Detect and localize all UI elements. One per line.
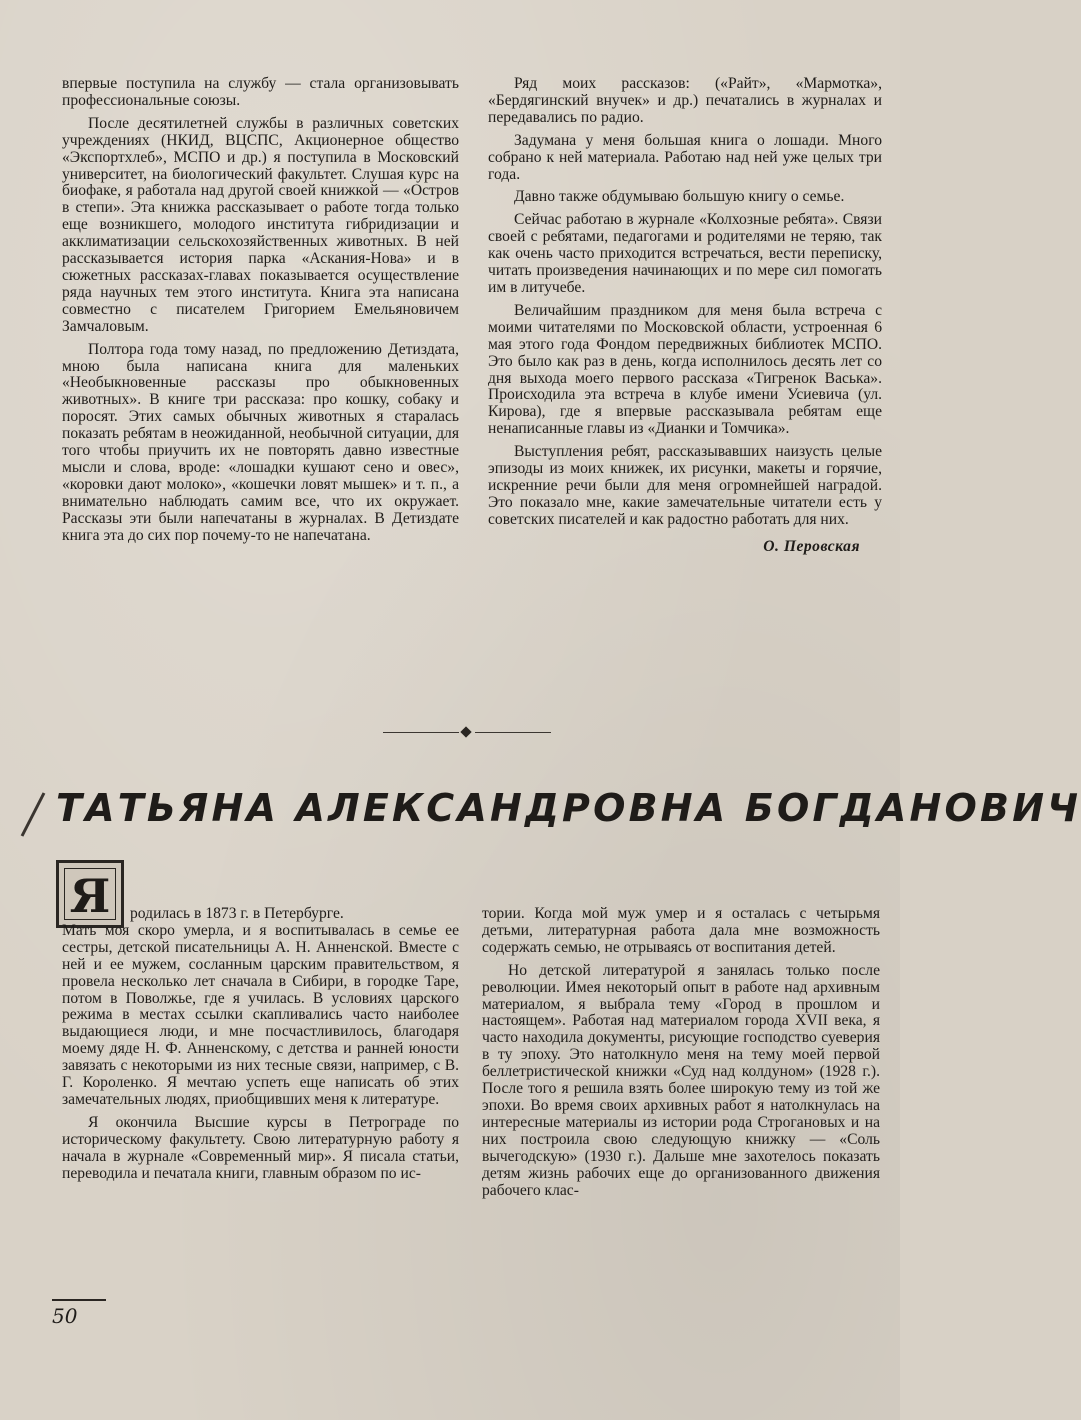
diamond-ornament-icon xyxy=(460,726,471,737)
slash-mark-icon xyxy=(14,790,48,838)
section-title: ТАТЬЯНА АЛЕКСАНДРОВНА БОГДАНОВИЧ xyxy=(56,786,1081,830)
section-divider xyxy=(383,727,551,739)
paragraph: Выступления ребят, рассказывавших наизусть целые эпизоды из моих книжек, их рисунки, макеты и горячие, искренние речи были для меня огромнейшей наградой. Это показало мне, какие замечательные читатели есть у советских писателей и как радостно работать для них. xyxy=(488,443,882,528)
paragraph: Величайшим праздником для меня была встреча с моими читателями по Московской области, устроенная 6 мая этого года Фондом передвижных библиотек МСПО. Это было как раз в день, когда исполнилось десять лет со дня выхода моего первого рассказа «Тигренок Васька». Происходила эта встреча в клубе имени Усиевича (ул. Кирова), где я впервые рассказывала ребятам еще ненаписанные главы из «Дианки и Томчика». xyxy=(488,301,882,438)
paragraph: Сейчас работаю в журнале «Колхозные ребята». Связи своей с ребятами, педагогами и родителями не теряю, так как очень часто приходится встречаться, вести переписку, читать произведения начинающих и по мере сил помогать им в литучебе. xyxy=(488,211,882,296)
bottom-right-column xyxy=(482,906,880,1199)
paragraph: Давно также обдумываю большую книгу о семье. xyxy=(514,188,845,206)
first-line: родилась в 1873 г. в Петербурге. xyxy=(130,905,344,922)
paragraph: Задумана у меня большая книга о лошади. Много собрано к ней материала. Работаю над ней уже целых три года. xyxy=(488,131,882,183)
paragraph: Но детской литературой я занялась только после революции. Имея некоторый опыт в работе над архивным материалом, я выбрала тему «Город в прошлом и настоящем». Работая над материалом города XVII века, я часто находила документы, рисующие господство суеверия в ту эпоху. Это натолкнуло меня на тему моей первой беллетристической книжки «Суд над колдуном» (1928 г.). После того я решила взять более широкую тему из той же эпохи. Во время своих архивных работ я натолкнулась на интересные материалы из истории рода Строгановых и на них построила свою следующую книжку — «Соль вычегодскую» (1930 г.). Дальше мне захотелось показать детям жизнь рабочих еще до организованного движения рабочего клас- xyxy=(482,961,880,1199)
bottom-left-column xyxy=(62,906,459,1183)
paragraph: Мать моя скоро умерла, и я воспитывалась в семье ее сестры, детской писательницы А. Н. Анненской. Вместе с ней и ее мужем, сосланным царским правительством, я провела несколько лет сначала в Сибири, в городке Таре, потом в Поволжье, где я училась. В условиях царского режима в местах ссылки скапливались часто наиболее выдающиеся люди, и мне посчастливилось, благодаря моему дяде Н. Ф. Анненскому, с детства и ранней юности завязать с некоторыми из них тесные связи, например, с В. Г. Короленко. Я мечтаю успеть еще написать об этих замечательных людях, приобщивших меня к литературе. xyxy=(62,921,459,1108)
top-left-column xyxy=(62,76,459,544)
paragraph: впервые поступила на службу — стала организовывать профессиональные союзы. xyxy=(62,75,459,109)
author-signature: О. Перовская xyxy=(763,537,860,555)
paragraph: тории. Когда мой муж умер и я осталась с четырьмя детьми, литературная работа дала мне возможность содержать семью, не отрываясь от воспитания детей. xyxy=(482,905,880,956)
page-number: 50 xyxy=(52,1304,78,1328)
top-right-column xyxy=(488,76,882,556)
divider-line xyxy=(383,732,459,733)
paragraph: После десятилетней службы в различных советских учреждениях (НКИД, ВЦСПС, Акционерное общество «Экспортхлеб», МСПО и др.) я поступила в Московский университет, на биологический факультет. Слушая курс на биофаке, я работала над другой своей книжкой — «Остров в степи». Эта книжка рассказывает о работе тогда только еще возникшего, молодого института гибридизации и акклиматизации сельскохозяйственных животных. В ней рассказывается история парка «Аскания-Нова» и в сюжетных рассказах-главах показывается осуществление ряда научных тем этого института. Книга эта написана совместно с писателем Григорием Емельяновичем Замчаловым. xyxy=(62,114,459,335)
paragraph: Я окончила Высшие курсы в Петрограде по историческому факультету. Свою литературную работу я начала в журнале «Современный мир». Я писала статьи, переводила и печатала книги, главным образом по ис- xyxy=(62,1113,459,1182)
divider-line xyxy=(475,732,551,733)
drop-cap-letter: Я xyxy=(64,868,116,920)
page-number-rule xyxy=(52,1299,106,1301)
paragraph: Ряд моих рассказов: («Райт», «Мармотка», «Бердягинский внучек» и др.) печатались в журналах и передавались по радио. xyxy=(488,75,882,126)
paragraph: Полтора года тому назад, по предложению Детиздата, мною была написана книга для маленьких «Необыкновенные рассказы про обыкновенных животных». В книге три рассказа: про кошку, собаку и поросят. Этих самых обычных животных я старалась показать ребятам в неожиданной, необычной ситуации, для того чтобы приучить их не повторять давно известные мысли и слова, вроде: «лошадки кушают сено и овес», «коровки дают молоко», «кошечки ловят мышек» и т. п., а внимательно наблюдать самим все, что их окружает. Рассказы эти были напечатаны в журналах. В Детиздате книга эта до сих пор почему-то не напечатана. xyxy=(62,340,459,544)
